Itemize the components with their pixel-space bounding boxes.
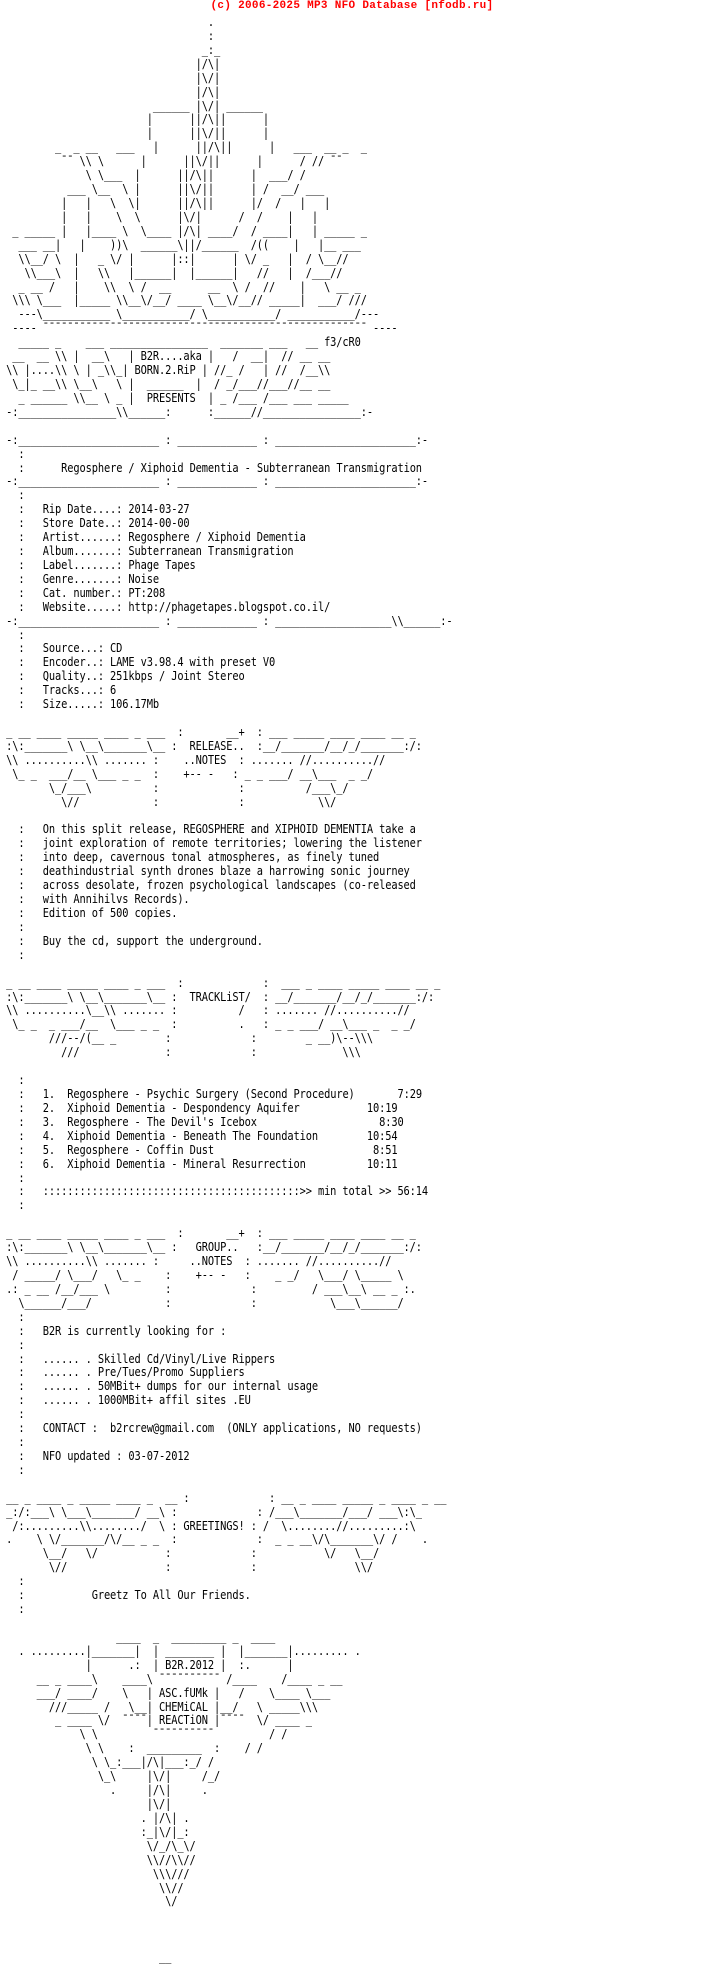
title-separator-bottom: -:_______________________ : _____________ : _______________________:- bbox=[0, 474, 429, 489]
track-number: 2. bbox=[42, 1100, 56, 1115]
track-number: 6. bbox=[42, 1156, 56, 1171]
track-number: 1. bbox=[42, 1086, 56, 1101]
total-time-line: : ::::::::::::::::::::::::::::::::::::::::::>> min total >> 56:14 bbox=[0, 1184, 429, 1199]
track-row: : 3. Regosphere - The Devil's Icebox 8:30 bbox=[0, 1114, 404, 1129]
track-title: Regosphere - The Devil's Icebox bbox=[67, 1114, 257, 1129]
track-duration: 10:19 bbox=[366, 1100, 398, 1115]
tracklist bbox=[0, 1087, 422, 1171]
tech-info-block: : Source...: CD : Encoder..: LAME v3.98.4 with preset V0 : Quality..: 251kbps / Joint Stereo : Tracks...: 6 : Size.....: 106.17Mb bbox=[18, 641, 276, 712]
info-separator: -:_______________________ : _____________ : ___________________\\______:- bbox=[0, 613, 453, 628]
greetings-banner: __ _ ____ _ _____ ____ _ __ : : __ _ ____ _____ _ ____ _ __ _:/:___\ \___\_______/ __\ : : /___\_______/___/ ___\:\_ /:.........\\......../ \ : GREETINGS! : / \........//.........:\ . \ \/_______/\/__ _ _ : : _ _ __\/\_______\/ / . \__/ \/ : : \/ \__/ \// : : \\/ bbox=[6, 1490, 447, 1575]
ascii-footer-art: ____ _ _________ _ ____ . .........|_______| | ________ | |_______|......... . | .: | B2R.2012 | :. | __ _ ____\ ____\ ¯¯¯¯¯¯¯¯¯¯ /____ /____ _ __ ___/ ____/ \ | ASC.fUMk | / \____ \___ ///_____ / \__| CHEMiCAL |__/ \ _____\\\ _ ____ \/ ¯¯¯¯| REACTiON |¯¯¯¯ \/ ____ _ \ \ ¯¯¯¯¯¯¯¯¯¯ / / \ \ : _________ : / / \ \_:___|/\|___:_/ / \_\ |\/| /_/ . |/\| . |\/| . |/\| . :_|\/|_: \/_/\_\/ \\//\\// \\\/// \\// \/ __ bbox=[18, 1629, 361, 1965]
track-duration: 10:54 bbox=[366, 1128, 398, 1143]
site-copyright-header[interactable]: (c) 2006-2025 MP3 NFO Database [nfodb.ru] bbox=[210, 0, 494, 12]
track-row: : 2. Xiphoid Dementia - Despondency Aquifer 10:19 bbox=[0, 1100, 398, 1115]
track-duration: 10:11 bbox=[366, 1156, 398, 1171]
group-notes-banner: _ __ ____ _____ ____ _ ___ : __+ : ___ _____ ____ ____ __ _ :\:_______\ \__\_______\__ : GROUP.. :__/_______/__/_/_______:/: \\ ..........\\ ....... : ..NOTES : ....... //..........// / _____/ \___/ \_ _ : +-- - : _ _/ \___/ \_____ \ .: _ __ /__/___ \ : : / ___\__\ __ _ :. \______/___/ : : \___\______/ bbox=[6, 1226, 422, 1310]
release-notes-banner: _ __ ____ _____ ____ _ ___ : __+ : ___ _____ ____ ____ __ _ :\:_______\ \__\_______\__ : RELEASE.. :__/_______/__/_/_______:/: \\ ..........\\ ....... : ..NOTES : ....... //..........// \_ _ ___/__ \___ _ _ : +-- - : _ _ ___/ __\___ _ _/ \_/___\ : : /___\_/ \// : : \\/ bbox=[6, 725, 422, 809]
track-row: : 6. Xiphoid Dementia - Mineral Resurrection 10:11 bbox=[0, 1156, 398, 1171]
track-number: 5. bbox=[42, 1142, 56, 1157]
track-number: 4. bbox=[42, 1128, 56, 1143]
track-title: Xiphoid Dementia - Beneath The Foundation bbox=[67, 1128, 318, 1143]
nfo-document: . : _:_ |/\| |\/| |/\| ______ |\/| ______ | ||/\|| | | ||\/|| | _ _ __ ___ | ||/\|| | ___ __ _ _ ¯¯ \\ \ | ||\/|| | / // ¯¯ \ \___ | ||/\|| | ___/ / ___ \__ \ | ||\/|| | / __/ ___ | | \ \| ||/\|| |/ / | | | | \ \ |\/| / / | | _ _____ | |____ \ \____ |/\| ____/ / ____| | _____ _ ___ __| | ))\ ______\||/______ /(( | |__ ___ \\__/ \ | _ \/ | |::| | \/ _ | / \__// \\___\ | \\ |______| |______| // | /___// _ __ / | \\ \ / __ __ \ / // | \ __ _ \\\ \___ |_____ \\__\/__/ ____ \__\/__// _____| ___/ /// ---\___________ \___________/ \___________/ ___________/--- ---- ¯¯¯¯¯¯¯¯¯¯¯¯¯¯¯¯¯¯¯¯¯¯¯¯¯¯¯¯¯¯¯¯¯¯¯¯¯¯¯¯¯¯¯¯¯¯¯¯¯¯¯¯¯ ---- _____ _ ___ ________________ _______ ___ __ f3/cR0 __ __ \\ | __\ | B2R....aka | / __| // __ __ \\ |....\\ \ | _\\_| BORN.2.RiP | //_ / | // /__\\ \_|_ __\\ \__\ \ | ______ | / _/___//___//__ __ _ ______ \\__ \ _ | PRESENTS | _ /___ /___ ___ _____ -:________________\\______: :______//________________:- -:_______________________ : _____________ : _______________________:- : : Regosphere / Xiphoid Dementia - Subterranean Transmigration -:_______________________ : _____________ : _______________________:- : : Rip Date....: 2014-03-27 : Store Date..: 2014-00-00 : Artist......: Regosphere / Xiphoid Dementia : Album.......: Subterranean Transmigration : Label.......: Phage Tapes : Genre.......: Noise : Cat. number.: PT:208 : Website.....: http://phagetapes.blogspot.co.il/ -:_______________________ : _____________ : ___________________\\______:- : : Source...: CD : Encoder..: LAME v3.98.4 with preset V0 : Quality..: 251kbps / Joint Stereo : Tracks...: 6 : Size.....: 106.17Mb _ __ ____ _____ ____ _ ___ : __+ : ___ _____ ____ ____ __ _ :\:_______\ \__\_______\__ : RELEASE.. :__/_______/__/_/_______:/: \\ ..........\\ ....... : ..NOTES : ....... //..........// \_ _ ___/__ \___ _ _ : +-- - : _ _ ___/ __\___ _ _/ \_/___\ : : /___\_/ \// : : \\/ : On this split release, REGOSPHERE and XIPHOID DEMENTIA take a : joint exploration of remote territories; lowering the listener : into deep, cavernous tonal atmospheres, as finely tuned : deathindustrial synth drones blaze a harrowing sonic journey : across desolate, frozen psychological landscapes (co-released : with Annihilvs Records). : Edition of 500 copies. : : Buy the cd, support the underground. : _ __ ____ _____ ____ _ ___ : : ___ _ ____ _____ ____ __ _ :\:_______\ \__\_______\__ : TRACKLiST/ : __/_______/__/_/_______:/: \\ ..........\__\\ ....... : / : ....... //..........// \_ _ _ ___/__ \___ _ _ : . : _ _ ___/ __\___ _ _ _/ ///--/(__ _ : : _ __)\--\\\ /// : : \\\ : : 1. Regosphere - Psychic Surgery (Second Procedure) 7:29 : 2. Xiphoid Dementia - Despondency Aquifer 10:19 : 3. Regosphere - The Devil's Icebox 8:30 : 4. Xiphoid Dementia - Beneath The Foundation 10:54 : 5. Regosphere - Coffin Dust 8:51 : 6. Xiphoid Dementia - Mineral Resurrection 10:11 : : ::::::::::::::::::::::::::::::::::::::::::>> min total >> 56:14 : _ __ ____ _____ ____ _ ___ : __+ : ___ _____ ____ ____ __ _ :\:_______\ \__\_______\__ : GROUP.. :__/_______/__/_/_______:/: \\ ..........\\ ....... : ..NOTES : ....... //..........// / _____/ \___/ \_ _ : +-- - : _ _/ \___/ \_____ \ .: _ __ /__/___ \ : : / ___\__\ __ _ :. \______/___/ : : \___\______/ : : B2R is currently looking for : : : ...... . Skilled Cd/Vinyl/Live Rippers : ...... . Pre/Tues/Promo Suppliers : ...... . 50MBit+ dumps for our internal usage : ...... . 1000MBit+ affil sites .EU : : CONTACT : b2rcrew@gmail.com (ONLY applications, NO requests) : : NFO updated : 03-07-2012 : __ _ ____ _ _____ ____ _ __ : : __ _ ____ _____ _ ____ _ __ _:/:___\ \___\_______/ __\ : : /___\_______/___/ ___\:\_ /:.........\\......../ \ : GREETINGS! : / \........//.........:\ . \ \/_______/\/__ _ _ : : _ _ __\/\_______\/ / . \__/ \/ : : \/ \__/ \// : : \\/ : : Greetz To All Our Friends. : ____ _ _________ _ ____ . .........|_______| | ________ | |_______|......... . | .: | B2R.2012 | :. | __ _ ____\ ____\ ¯¯¯¯¯¯¯¯¯¯ /____ /____ _ __ ___/ ____/ \ | ASC.fUMk | / \____ \___ ///_____ / \__| CHEMiCAL |__/ \ _____\\\ _ ____ \/ ¯¯¯¯| REACTiON |¯¯¯¯ \/ ____ _ \ \ ¯¯¯¯¯¯¯¯¯¯ / / \ \ : _________ : / / \ \_:___|/\|___:_/ / \_\ |\/| /_/ . |/\| . |\/| . |/\| . :_|\/|_: \/_/\_\/ \\//\\// \\\/// \\// \/ __ bbox=[0, 15, 453, 1965]
release-title: Regosphere / Xiphoid Dementia - Subterranean Transmigration bbox=[61, 460, 422, 475]
group-notes-text: : B2R is currently looking for : : : ...... . Skilled Cd/Vinyl/Live Rippers : ...... . Pre/Tues/Promo Suppliers : ...... . 50MBit+ dumps for our internal usage : ...... . 1000MBit+ affil sites .EU : : CONTACT : b2rcrew@gmail.com (ONLY applications, NO requests) : : NFO updated : 03-07-2012 bbox=[18, 1323, 422, 1463]
track-row: : 1. Regosphere - Psychic Surgery (Second Procedure) 7:29 bbox=[0, 1086, 422, 1101]
release-notes-text: : On this split release, REGOSPHERE and XIPHOID DEMENTIA take a : joint exploration of remote territories; lowering the listener : into deep, cavernous tonal atmospheres, as finely tuned : deathindustrial synth drones blaze a harrowing sonic journey : across desolate, frozen psychological landscapes (co-released : with Annihilvs Records). : Edition of 500 copies. : : Buy the cd, support the underground. : bbox=[18, 822, 422, 962]
track-duration: 7:29 bbox=[397, 1086, 422, 1101]
track-duration: 8:30 bbox=[379, 1114, 404, 1129]
track-title: Xiphoid Dementia - Despondency Aquifer bbox=[67, 1100, 300, 1115]
track-duration: 8:51 bbox=[373, 1142, 398, 1157]
track-title: Regosphere - Coffin Dust bbox=[67, 1142, 215, 1157]
greetings-text: : Greetz To All Our Friends. bbox=[0, 1588, 251, 1603]
tracklist-banner: _ __ ____ _____ ____ _ ___ : : ___ _ ____ _____ ____ __ _ :\:_______\ \__\_______\__ : TRACKLiST/ : __/_______/__/_/_______:/: \\ ..........\__\\ ....... : / : ....... //..........// \_ _ _ ___/__ \___ _ _ : . : _ _ ___/ __\___ _ _ _/ ///--/(__ _ : : _ __)\--\\\ /// : : \\\ bbox=[6, 975, 441, 1060]
title-separator-top: -:_______________________ : _____________ : _______________________:- bbox=[0, 432, 429, 447]
track-row: : 4. Xiphoid Dementia - Beneath The Foundation 10:54 bbox=[0, 1128, 398, 1143]
track-title: Regosphere - Psychic Surgery (Second Procedure) bbox=[67, 1086, 355, 1101]
release-info-block: : Rip Date....: 2014-03-27 : Store Date..: 2014-00-00 : Artist......: Regosphere / Xiphoid Dementia : Album.......: Subterranean Transmigration : Label.......: Phage Tapes : Genre.......: Noise : Cat. number.: PT:208 : Website.....: http://phagetapes.blogspot.co.il/ bbox=[18, 502, 331, 614]
ascii-logo-art: . : _:_ |/\| |\/| |/\| ______ |\/| ______ | ||/\|| | | ||\/|| | _ _ __ ___ | ||/\|| | ___ __ _ _ ¯¯ \\ \ | ||\/|| | / // ¯¯ \ \___ | ||/\|| | ___/ / ___ \__ \ | ||\/|| | / __/ ___ | | \ \| ||/\|| |/ / | | | | \ \ |\/| / / | | _ _____ | |____ \ \____ |/\| ____/ / ____| | _____ _ ___ __| | ))\ ______\||/______ /(( | |__ ___ \\__/ \ | _ \/ | |::| | \/ _ | / \__// \\___\ | \\ |______| |______| // | /___// _ __ / | \\ \ / __ __ \ / // | \ __ _ \\\ \___ |_____ \\__\/__/ ____ \__\/__// _____| ___/ /// ---\___________ \___________/ \___________/ ___________/--- ---- ¯¯¯¯¯¯¯¯¯¯¯¯¯¯¯¯¯¯¯¯¯¯¯¯¯¯¯¯¯¯¯¯¯¯¯¯¯¯¯¯¯¯¯¯¯¯¯¯¯¯¯¯¯ ---- _____ _ ___ ________________ _______ ___ __ f3/cR0 __ __ \\ | __\ | B2R....aka | / __| // __ __ \\ |....\\ \ | _\\_| BORN.2.RiP | //_ / | // /__\\ \_|_ __\\ \__\ \ | ______ | / _/___//___//__ __ _ ______ \\__ \ _ | PRESENTS | _ /___ /___ ___ _____ -:________________\\______: :______//________________:- bbox=[6, 15, 398, 419]
track-number: 3. bbox=[42, 1114, 56, 1129]
track-row: : 5. Regosphere - Coffin Dust 8:51 bbox=[0, 1142, 398, 1157]
track-title: Xiphoid Dementia - Mineral Resurrection bbox=[67, 1156, 306, 1171]
